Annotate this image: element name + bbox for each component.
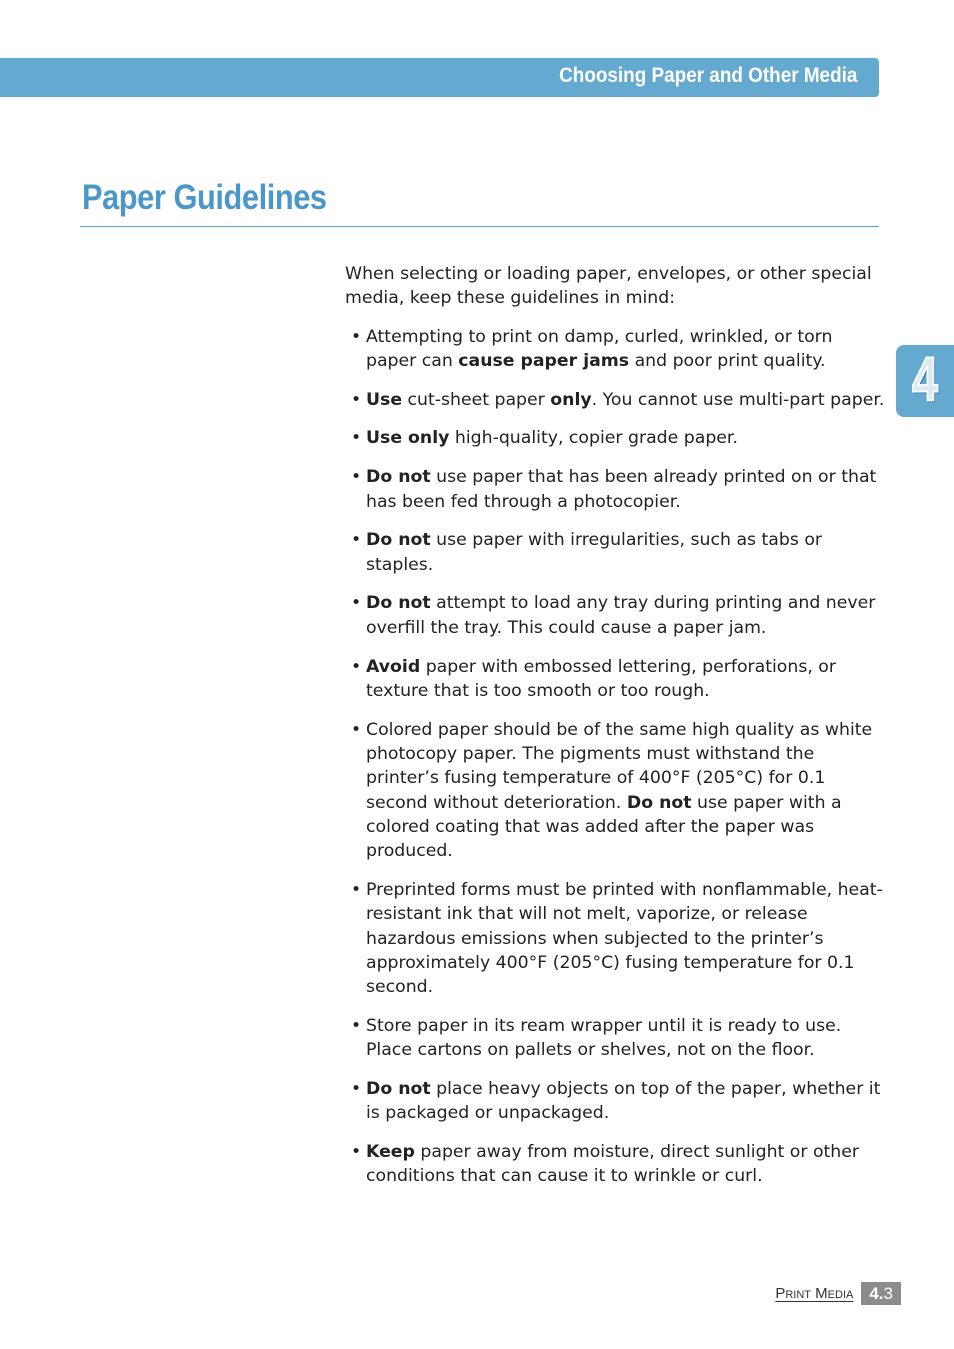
chapter-tab <box>896 345 954 417</box>
list-item-emphasis: cause paper jams <box>458 350 630 371</box>
list-item <box>345 591 885 640</box>
intro-paragraph <box>345 262 885 311</box>
intro-line-1: When selecting or loading paper, envelopes, or other special <box>345 264 872 284</box>
list-item-text: high-quality, copier grade paper. <box>449 428 738 449</box>
list-item <box>345 655 885 704</box>
list-item <box>345 1077 885 1126</box>
list-item-text: Colored paper should be of the same high quality as white photocopy paper. The pigments must withstand the printer’s fusing temperature of 400°F (205°C) for 0.1 second without deterioration. <box>366 719 873 813</box>
list-item-text: Attempting to print on damp, curled, wrinkled, or torn paper can <box>366 326 833 371</box>
intro-line-2: media, keep these guidelines in mind: <box>345 288 676 309</box>
chapter-number: 4 <box>912 345 938 414</box>
list-item-emphasis: only <box>550 389 592 410</box>
header-bar <box>0 58 879 97</box>
footer-section-label: Print Media <box>775 1284 854 1302</box>
page-number-major: 4. <box>869 1283 884 1303</box>
list-item-text: place heavy objects on top of the paper, whether it is packaged or unpackaged. <box>366 1079 881 1124</box>
list-item-emphasis: Do not <box>366 593 431 614</box>
title-divider <box>80 226 879 227</box>
page-number-minor: 3 <box>883 1283 893 1303</box>
page-title: Paper Guidelines <box>82 178 327 217</box>
list-item-emphasis: Avoid <box>366 656 421 677</box>
list-item-text: attempt to load any tray during printing and never overfill the tray. This could cause a paper jam. <box>366 593 876 638</box>
list-item-text: Store paper in its ream wrapper until it is ready to use. Place cartons on pallets or shelves, not on the floor. <box>366 1015 842 1061</box>
list-item-emphasis: Use <box>366 389 403 410</box>
list-item-text: paper away from moisture, direct sunlight or other conditions that can cause it to wrinkle or curl. <box>366 1142 859 1187</box>
list-item-text: . You cannot use multi-part paper. <box>591 389 885 410</box>
page-footer <box>775 1282 901 1304</box>
list-item-emphasis: Do not <box>626 792 692 813</box>
list-item-emphasis: Keep <box>366 1142 415 1163</box>
list-item-text: use paper with a colored coating that was added after the paper was produced. <box>366 792 842 862</box>
list-item-emphasis: Use only <box>366 428 450 449</box>
header-title: Choosing Paper and Other Media <box>558 64 857 87</box>
list-item <box>345 325 885 374</box>
list-item-text: use paper that has been already printed on or that has been fed through a photocopier. <box>366 467 877 512</box>
list-item <box>345 528 885 577</box>
list-item-text: and poor print quality. <box>629 350 826 371</box>
list-item <box>345 426 885 450</box>
list-item-text: cut-sheet paper <box>402 389 551 410</box>
guidelines-list <box>345 325 885 1189</box>
list-item-text: use paper with irregularities, such as tabs or staples. <box>366 530 823 575</box>
list-item-emphasis: Do not <box>366 1079 431 1100</box>
list-item-emphasis: Do not <box>366 530 431 551</box>
list-item <box>345 465 885 514</box>
list-item <box>345 878 885 999</box>
page-number-badge <box>861 1282 901 1305</box>
list-item <box>345 1140 885 1189</box>
list-item <box>345 388 885 412</box>
list-item <box>345 1014 885 1063</box>
list-item <box>345 718 885 864</box>
body-content <box>345 262 885 1203</box>
list-item-text: paper with embossed lettering, perforations, or texture that is too smooth or too rough. <box>366 656 836 701</box>
list-item-emphasis: Do not <box>366 467 431 488</box>
list-item-text: Preprinted forms must be printed with nonflammable, heat-resistant ink that will not melt, vaporize, or release hazardous emissions when subjected to the printer’s approximately 400°F (205°C) fusing temperature for 0.1 second. <box>366 879 883 998</box>
